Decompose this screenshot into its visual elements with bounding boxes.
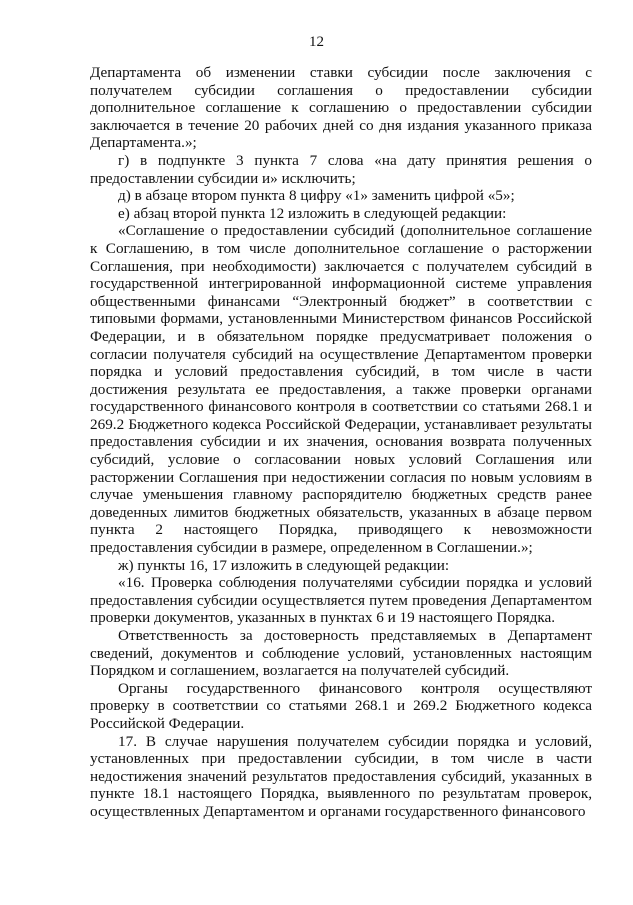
paragraph-item-d: д) в абзаце втором пункта 8 цифру «1» заменить цифрой «5»; [118, 187, 515, 205]
paragraph-clause-17: 17. В случае нарушения получателем субсидии порядка и условий, установленных при предоставлении субсидии, в том числе в части недостижения значений результатов предоставления субсидий, указанных в пункте 18.1 настоящего Порядка, выявленного по результатам проверок, осуществленных Департаментом и органами государственного финансового [90, 732, 592, 820]
paragraph-continuation: Департамента об изменении ставки субсидии после заключения с получателем субсидии соглашения о предоставлении субсидии дополнительное соглашение к соглашению о предоставлении субсидии заключается в течение 20 рабочих дней со дня издания указанного приказа Департамента.»; [90, 64, 592, 152]
paragraph-item-e: е) абзац второй пункта 12 изложить в следующей редакции: [118, 204, 507, 222]
paragraph-financial-control: Органы государственного финансового контроля осуществляют проверку в соответствии со статьями 268.1 и 269.2 Бюджетного кодекса Российской Федерации. [90, 679, 592, 732]
document-body [90, 64, 592, 821]
page-number: 12 [309, 34, 324, 50]
paragraph-item-zh: ж) пункты 16, 17 изложить в следующей редакции: [118, 556, 450, 574]
paragraph-item-g: г) в подпункте 3 пункта 7 слова «на дату принятия решения о предоставлении субсидии и» исключить; [90, 151, 592, 187]
paragraph-agreement-text: «Соглашение о предоставлении субсидий (дополнительное соглашение к Соглашению, в том числе дополнительное соглашение о расторжении Соглашения, при необходимости) заключается с получателем субсидий в государственной интегрированной информационной системе управления общественными финансами “Электронный бюджет” в соответствии с типовыми формами, установленными Министерством финансов Российской Федерации, и в обязательном порядке предусматривает положения о согласии получателя субсидий на осуществление Департаментом проверки порядка и условий предоставления субсидий, в том числе в части достижения результата ее предоставления, а также проверки органами государственного финансового контроля в соответствии со статьями 268.1 и 269.2 Бюджетного кодекса Российской Федерации, устанавливает результаты предоставления субсидии и их значения, основания возврата полученных субсидий, условие о согласовании новых условий Соглашения или расторжении Соглашения при недостижении согласия по новым условиям в случае уменьшения главному распорядителю бюджетных средств ранее доведенных лимитов бюджетных обязательств, указанных в абзаце первом пункта 2 настоящего Порядка, приводящего к невозможности предоставления субсидии в размере, определенном в Соглашении.»; [90, 222, 592, 557]
paragraph-clause-16: «16. Проверка соблюдения получателями субсидии порядка и условий предоставления субсидии осуществляется путем проведения Департаментом проверки документов, указанных в пунктах 6 и 19 настоящего Порядка. [90, 574, 592, 627]
paragraph-responsibility: Ответственность за достоверность представляемых в Департамент сведений, документов и соблюдение условий, установленных настоящим Порядком и соглашением, возлагается на получателей субсидий. [90, 627, 592, 680]
